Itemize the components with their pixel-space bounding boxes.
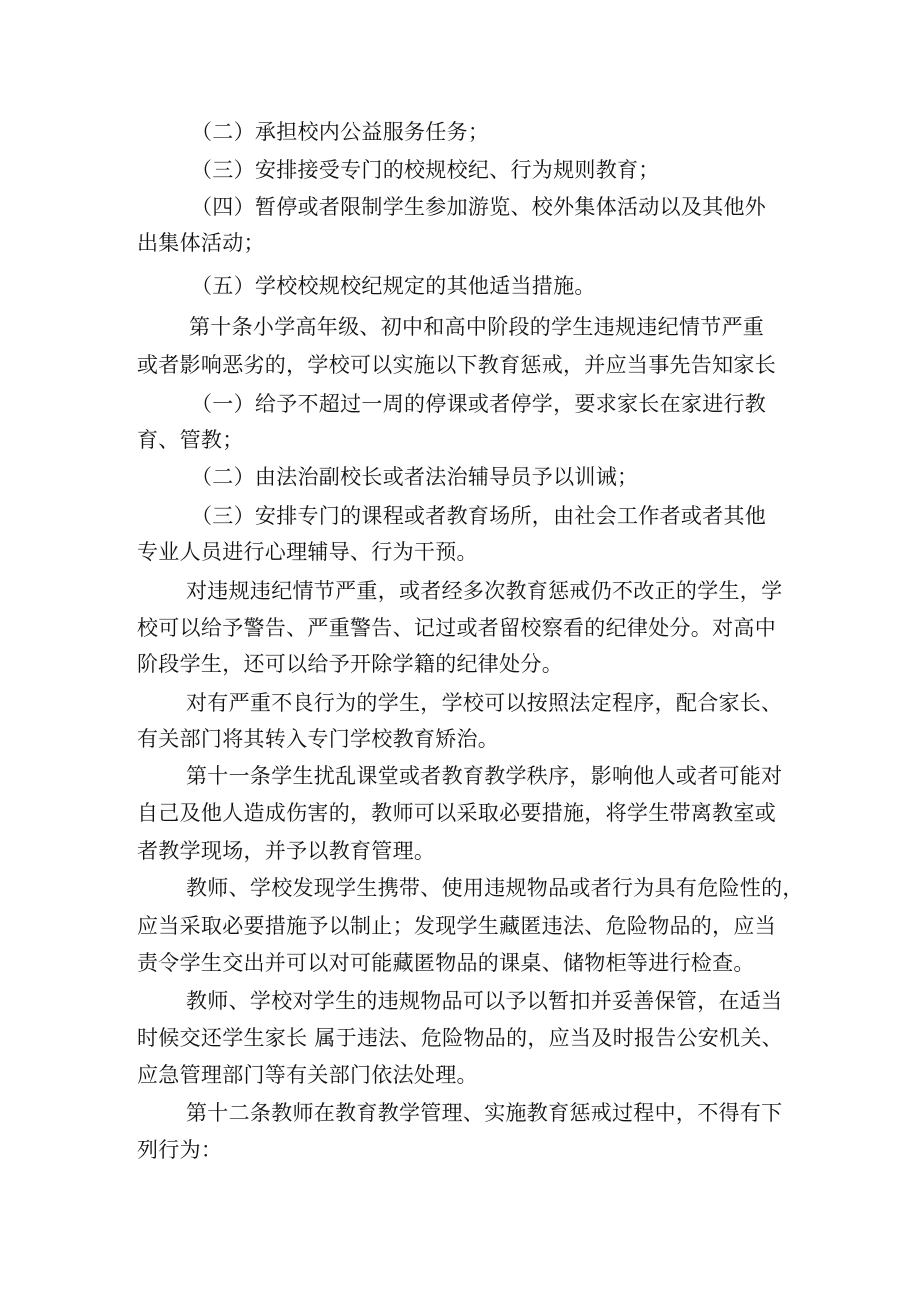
text-line-6: 第十条小学高年级、初中和高中阶段的学生违规违纪情节严重 xyxy=(189,315,765,339)
text-line-19: 自己及他人造成伤害的，教师可以采取必要措施，将学生带离教室或 xyxy=(137,801,776,825)
text-line-5: （五）学校校规校纪规定的其他适当措施。 xyxy=(191,274,596,298)
text-line-27: 第十二条教师在教育教学管理、实施教育惩戒过程中，不得有下 xyxy=(186,1101,783,1125)
text-line-24: 教师、学校对学生的违规物品可以予以暂扣并妥善保管，在适当 xyxy=(186,989,783,1013)
text-line-12: 专业人员进行心理辅导、行为干预。 xyxy=(137,540,478,564)
text-line-22: 应当采取必要措施予以制止；发现学生藏匿违法、危险物品的，应当 xyxy=(137,914,776,938)
text-line-21: 教师、学校发现学生携带、使用违规物品或者行为具有危险性的， xyxy=(186,876,804,900)
text-line-17: 有关部门将其转入专门学校教育矫治。 xyxy=(137,727,500,751)
text-line-16: 对有严重不良行为的学生，学校可以按照法定程序，配合家长、 xyxy=(186,691,783,715)
text-line-7: 或者影响恶劣的，学校可以实施以下教育惩戒，并应当事先告知家长 xyxy=(137,353,776,377)
text-line-25: 时候交还学生家长 属于违法、危险物品的，应当及时报告公安机关、 xyxy=(137,1026,783,1050)
text-line-4: 出集体活动； xyxy=(137,231,265,255)
text-line-11: （三）安排专门的课程或者教育场所，由社会工作者或者其他 xyxy=(191,504,767,528)
text-line-28: 列行为： xyxy=(137,1138,223,1162)
text-line-13: 对违规违纪情节严重，或者经多次教育惩戒仍不改正的学生，学 xyxy=(186,579,783,603)
text-line-3: （四）暂停或者限制学生参加游览、校外集体活动以及其他外 xyxy=(191,195,767,219)
text-line-23: 责令学生交出并可以对可能藏匿物品的课桌、储物柜等进行检查。 xyxy=(137,951,755,975)
text-line-18: 第十一条学生扰乱课堂或者教育教学秩序，影响他人或者可能对 xyxy=(186,764,783,788)
text-line-26: 应急管理部门等有关部门依法处理。 xyxy=(137,1063,478,1087)
text-line-9: 育、管教； xyxy=(137,428,244,452)
text-line-2: （三）安排接受专门的校规校纪、行为规则教育； xyxy=(191,158,660,182)
text-line-1: （二）承担校内公益服务任务； xyxy=(191,120,490,144)
text-line-20: 者教学现场，并予以教育管理。 xyxy=(137,839,436,863)
text-line-15: 阶段学生，还可以给予开除学籍的纪律处分。 xyxy=(137,652,563,676)
text-line-8: （一）给予不超过一周的停课或者停学，要求家长在家进行教 xyxy=(191,392,767,416)
text-line-14: 校可以给予警告、严重警告、记过或者留校察看的纪律处分。对高中 xyxy=(137,616,776,640)
text-line-10: （二）由法治副校长或者法治辅导员予以训诫； xyxy=(191,465,639,489)
